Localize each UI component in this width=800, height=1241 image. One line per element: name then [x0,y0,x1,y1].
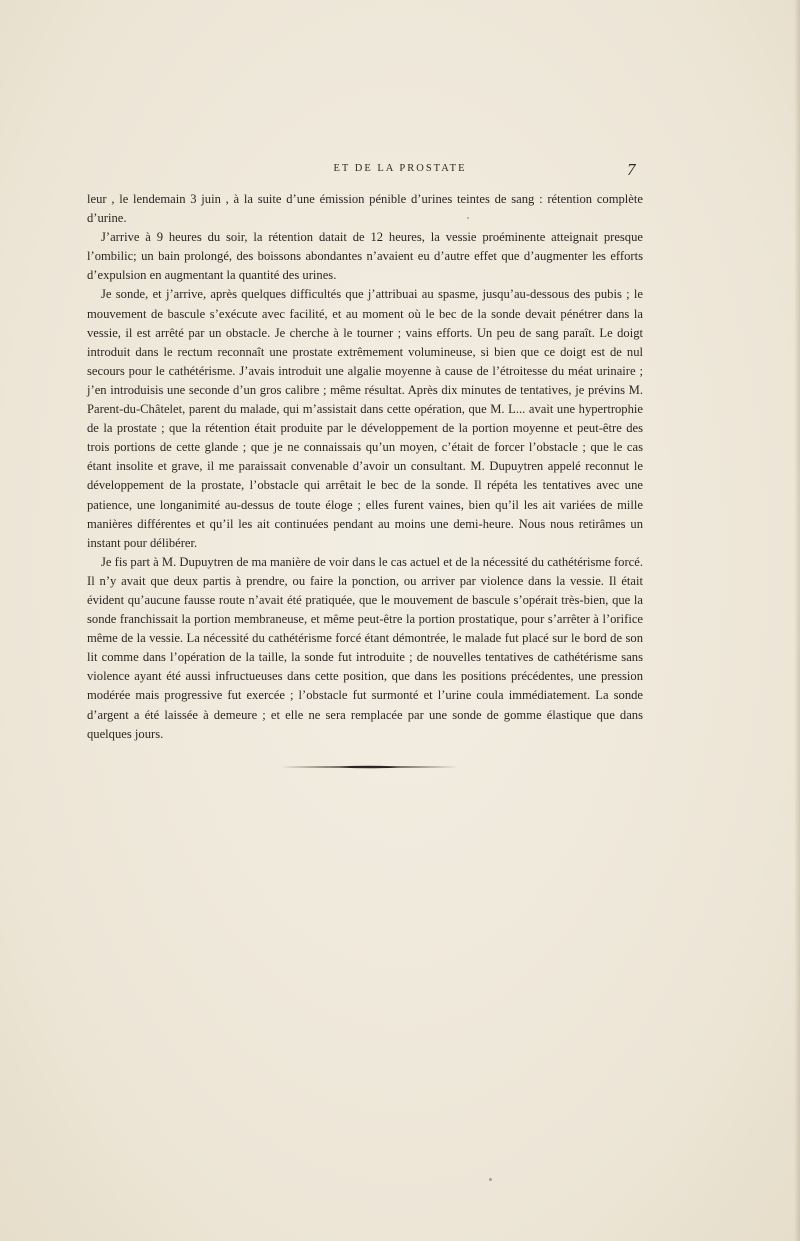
page-edge-shadow [794,0,800,1241]
paragraph-2: J’arrive à 9 heures du soir, la rétention datait de 12 heures, la vessie proéminente atteignait presque l’ombilic; un bain prolongé, des boissons abondantes n’avaient eu d’autre effet que d’augmenter les efforts d’expulsion en augmentant la quantité des urines. [87,230,643,283]
section-end-rule [280,765,458,769]
running-title: ET DE LA PROSTATE [333,163,467,174]
page-number: 7 [627,160,636,179]
paper-speck [489,1178,492,1181]
paragraph-1: leur , le lendemain 3 juin , à la suite d’une émission pénible d’urines teintes de sang : rétention complète d’urine. [87,192,643,226]
page-header [0,160,800,183]
paragraph-4: Je fis part à M. Dupuytren de ma manière de voir dans le cas actuel et de la nécessité du cathétérisme forcé. Il n’y avait que deux partis à prendre, ou faire la ponction, ou arriver par violence dans la vessie. Il était évident qu’aucune fausse route n’avait été pratiquée, que le mouvement de bascule s’opérait très-bien, que la sonde franchissait la portion membraneuse, et même peut-être la portion prostatique, pour s’arrêter à l’orifice même de la vessie. La nécessité du cathétérisme forcé étant démontrée, le malade fut placé sur le bord de son lit comme dans l’opération de la taille, la sonde fut introduite ; de nouvelles tentatives de cathétérisme sans violence ayant été aussi infructueuses dans cette position, que dans les positions précédentes, une pression modérée mais progressive fut exercée ; l’obstacle fut surmonté et l’urine coula immédiatement. La sonde d’argent a été laissée à demeure ; et elle ne sera remplacée par une sonde de gomme élastique que dans quelques jours. [87,554,643,741]
paragraph-3: Je sonde, et j’arrive, après quelques difficultés que j’attribuai au spasme, jusqu’au-dessous des pubis ; le mouvement de bascule s’exécute avec facilité, et au moment où le bec de la sonde devait pénétrer dans la vessie, il est arrêté par un obstacle. Je cherche à le tourner ; vains efforts. Un peu de sang paraît. Le doigt introduit dans le rectum reconnaît une prostate extrêmement volumineuse, si bien que ce doigt est de nul secours pour le cathétérisme. J’avais introduit une algalie moyenne à cause de l’étroitesse du méat urinaire ; j’en introduisis une seconde d’un gros calibre ; même résultat. Après dix minutes de tentatives, je prévins M. Parent-du-Châtelet, parent du malade, qui m’assistait dans cette opération, que M. L... avait une hypertrophie de la prostate ; que la rétention était produite par le développement de la portion moyenne et peut-être des trois portions de cette glande ; que je ne connaissais qu’un moyen, c’était de forcer l’obstacle ; que le cas étant insolite et grave, il me paraissait convenable d’avoir un consultant. M. Dupuytren appelé reconnut le développement de la prostate, l’obstacle qui arrêtait le bec de la sonde. Il répéta les tentatives avec une patience, une longanimité au-dessus de toute éloge ; elles furent vaines, bien qu’il les ait variées de mille manières différentes et qu’il les ait continuées pendant au moins une demi-heure. Nous nous retirâmes un instant pour délibérer. [87,287,643,550]
body-text [87,190,643,744]
paper-speck [467,217,469,219]
